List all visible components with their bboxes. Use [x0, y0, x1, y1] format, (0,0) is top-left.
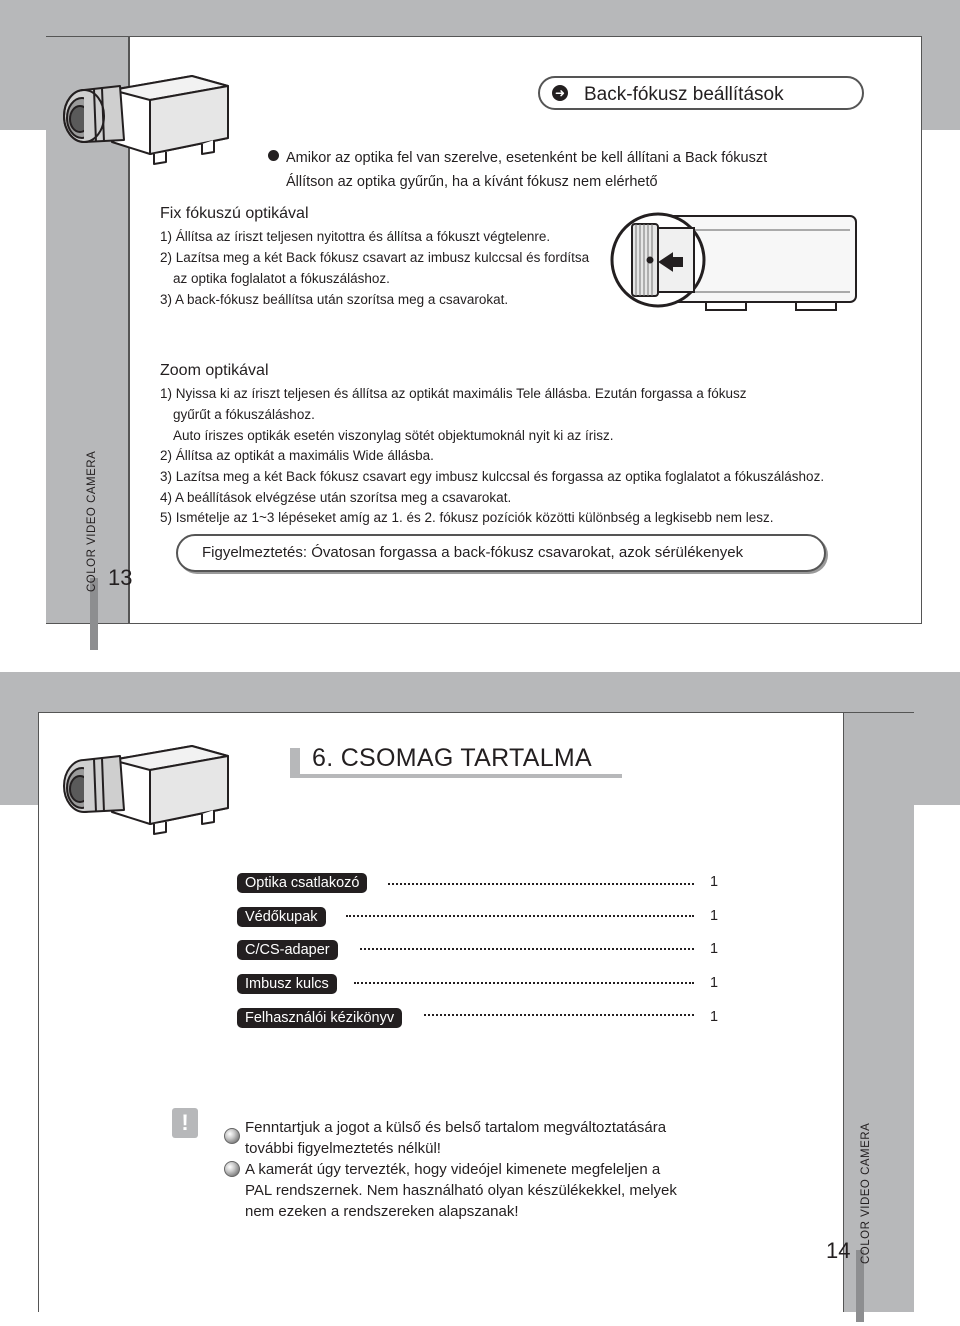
section-title-pill — [538, 76, 864, 110]
notice-1: Fenntartjuk a jogot a külső és belső tartalom megváltoztatására további figyelmeztetés nélkül! — [245, 1119, 667, 1157]
exclamation-icon: ! — [172, 1108, 198, 1138]
camera-lens-closeup — [610, 200, 880, 330]
page-number: 14 — [826, 1238, 851, 1263]
warning-pill — [176, 534, 826, 572]
side-label: COLOR VIDEO CAMERA — [86, 450, 98, 592]
warning-text: Figyelmeztetés: Óvatosan forgassa a back-fókusz csavarokat, azok sérülékenyek — [202, 544, 744, 561]
zoom-step: 4) A beállítások elvégzése után szorítsa meg a csavarokat. — [160, 490, 512, 505]
zoom-step: 5) Ismételje az 1~3 lépéseket amíg az 1. és 2. fókusz pozíciók közötti különbség a legkisebb nem lesz. — [160, 510, 774, 525]
zoom-step: Auto íriszes optikák esetén viszonylag sötét objektumoknál nyit ki az írisz. — [173, 428, 614, 443]
section-title: Back-fókusz beállítások — [584, 84, 784, 105]
page-number: 13 — [108, 565, 133, 590]
fix-step: 2) Lazítsa meg a két Back fókusz csavart az imbusz kulccsal és fordítsa — [160, 250, 590, 265]
item-qty: 1 — [710, 874, 719, 890]
side-label: COLOR VIDEO CAMERA — [860, 1122, 872, 1264]
item-qty: 1 — [710, 1009, 719, 1025]
leader-dots — [346, 915, 694, 917]
arrow-circle-icon: ➜ — [552, 85, 568, 101]
item-qty: 1 — [710, 975, 719, 991]
intro-line-2: Állítson az optika gyűrűn, ha a kívánt fókusz nem elérhető — [286, 174, 658, 190]
camera-illustration — [42, 738, 242, 838]
sphere-bullet-icon — [224, 1128, 240, 1144]
zoom-step: 1) Nyissa ki az íriszt teljesen és állítsa az optikát maximális Tele állásba. Ezután forgassa a fókusz — [160, 386, 747, 401]
bullet-icon — [268, 150, 279, 161]
zoom-step: 3) Lazítsa meg a két Back fókusz csavart egy imbusz kulccsal és forgassa az optika foglalatot a fókuszáláshoz. — [160, 469, 825, 484]
item-label: Optika csatlakozó — [237, 873, 367, 893]
camera-illustration — [42, 68, 242, 168]
fix-heading: Fix fókuszú optikával — [160, 205, 309, 223]
leader-dots — [388, 883, 694, 885]
intro-line-1: Amikor az optika fel van szerelve, esetenként be kell állítani a Back fókuszt — [268, 150, 767, 166]
item-label: Felhasználói kézikönyv — [237, 1008, 402, 1028]
fix-step: 1) Állítsa az íriszt teljesen nyitottra és állítsa a fókuszt végtelenre. — [160, 229, 551, 244]
sphere-bullet-icon — [224, 1161, 240, 1177]
zoom-step: 2) Állítsa az optikát a maximális Wide állásba. — [160, 448, 434, 463]
item-label: C/CS-adaper — [237, 940, 338, 960]
item-qty: 1 — [710, 908, 719, 924]
page-title: 6. CSOMAG TARTALMA — [290, 744, 622, 778]
zoom-step: gyűrűt a fókuszáláshoz. — [173, 407, 315, 422]
notice-2: A kamerát úgy tervezték, hogy videójel kimenete megfeleljen a PAL rendszernek. Nem használható olyan készülékekkel, melyek nem ezeken a rendszereken alapszanak! — [245, 1161, 677, 1220]
fix-step: az optika foglalatot a fókuszáláshoz. — [173, 271, 390, 286]
leader-dots — [424, 1014, 694, 1016]
item-label: Imbusz kulcs — [237, 974, 337, 994]
zoom-heading: Zoom optikával — [160, 362, 269, 380]
item-qty: 1 — [710, 941, 719, 957]
fix-step: 3) A back-fókusz beállítsa után szorítsa meg a csavarokat. — [160, 292, 509, 307]
leader-dots — [360, 948, 694, 950]
leader-dots — [354, 982, 694, 984]
item-label: Védőkupak — [237, 907, 326, 927]
